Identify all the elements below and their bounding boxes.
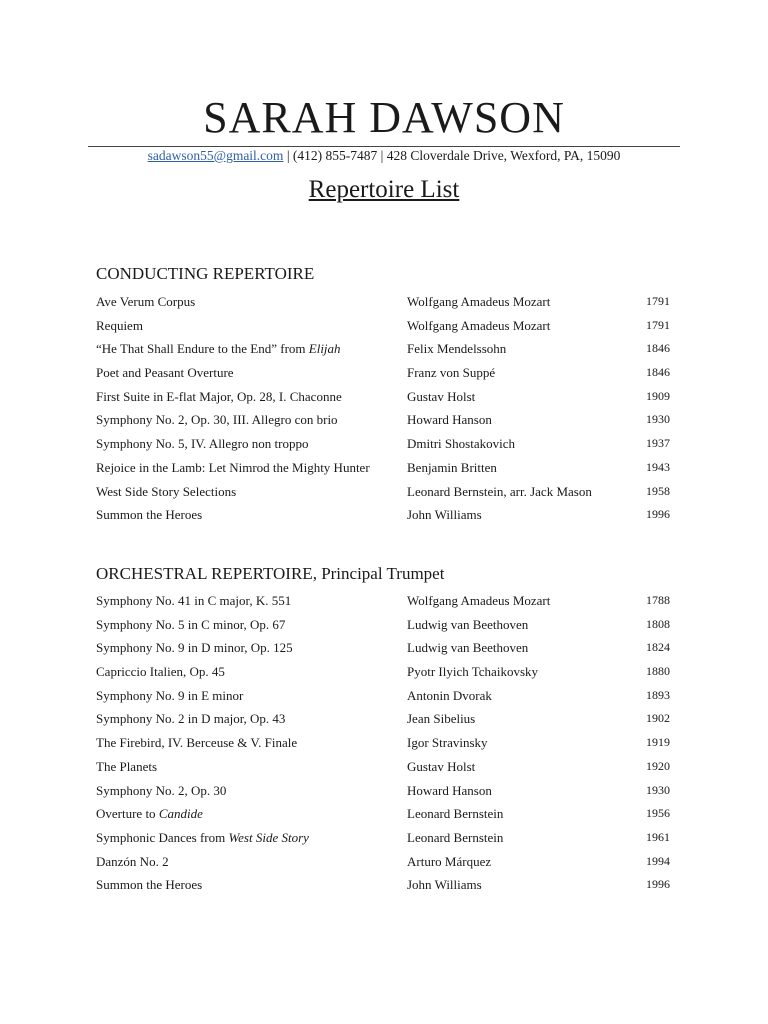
- list-item: [96, 436, 672, 460]
- header-divider: [88, 146, 680, 147]
- composer: Wolfgang Amadeus Mozart: [407, 294, 551, 309]
- list-item: [96, 484, 672, 508]
- phone-number: (412) 855-7487: [292, 148, 378, 163]
- year: 1996: [646, 507, 670, 522]
- composer: Leonard Bernstein, arr. Jack Mason: [407, 483, 592, 499]
- work-title: Symphony No. 2 in D major, Op. 43: [96, 711, 286, 727]
- composer: Pyotr Ilyich Tchaikovsky: [407, 664, 539, 680]
- list-item: [96, 664, 672, 688]
- year: 1943: [646, 459, 670, 474]
- work-title: Capriccio Italien, Op. 45: [96, 664, 225, 680]
- list-item: [96, 365, 672, 389]
- composer: Dmitri Shostakovich: [407, 436, 515, 452]
- composer: Wolfgang Amadeus Mozart: [407, 317, 551, 333]
- list-item: [96, 783, 672, 807]
- work-title: Symphony No. 41 in C major, K. 551: [96, 593, 292, 608]
- year: 1880: [646, 664, 670, 679]
- work-title: Ave Verum Corpus: [96, 294, 196, 309]
- year: 1930: [646, 782, 670, 797]
- year: 1791: [646, 317, 670, 332]
- work-title-italic: West Side Story: [228, 829, 309, 845]
- composer: Benjamin Britten: [407, 459, 497, 475]
- year: 1958: [646, 483, 670, 498]
- work-title: First Suite in E-flat Major, Op. 28, I. Chaconne: [96, 388, 342, 404]
- work-title-text: Overture to: [96, 806, 159, 822]
- work-title-italic: Elijah: [308, 341, 341, 357]
- list-item: [96, 735, 672, 759]
- composer: Howard Hanson: [407, 412, 492, 428]
- composer: Igor Stravinsky: [407, 735, 488, 751]
- work-title: Rejoice in the Lamb: Let Nimrod the Mighty Hunter: [96, 459, 370, 475]
- orchestral-heading: ORCHESTRAL REPERTOIRE, Principal Trumpet: [96, 564, 445, 583]
- list-item: [96, 617, 672, 641]
- work-title: The Planets: [96, 758, 158, 774]
- list-item: [96, 460, 672, 484]
- year: 1919: [646, 735, 670, 750]
- list-item: [96, 341, 672, 365]
- work-title: Symphony No. 9 in D minor, Op. 125: [96, 640, 293, 656]
- composer: Gustav Holst: [407, 758, 476, 774]
- list-item: [96, 640, 672, 664]
- list-item: [96, 412, 672, 436]
- conducting-list: [96, 294, 672, 531]
- conducting-heading: CONDUCTING REPERTOIRE: [96, 264, 315, 283]
- work-title: Requiem: [96, 317, 143, 333]
- list-item: [96, 806, 672, 830]
- composer: Leonard Bernstein: [407, 806, 504, 822]
- year: 1909: [646, 388, 670, 403]
- work-title-italic: Candide: [158, 806, 203, 822]
- year: 1824: [646, 640, 670, 655]
- composer: Ludwig van Beethoven: [407, 640, 529, 656]
- year: 1920: [646, 758, 670, 773]
- list-item: [96, 294, 672, 318]
- composer: Wolfgang Amadeus Mozart: [407, 593, 551, 608]
- work-title: Poet and Peasant Overture: [96, 365, 234, 381]
- contact-separator: |: [286, 148, 290, 163]
- orchestral-list: [96, 593, 672, 901]
- list-item: [96, 759, 672, 783]
- list-item: [96, 318, 672, 342]
- work-title: [96, 830, 309, 846]
- year: 1893: [646, 687, 670, 702]
- composer: Jean Sibelius: [407, 711, 476, 727]
- composer: John Williams: [407, 507, 482, 523]
- work-title-text: “He That Shall Endure to the End” from: [96, 341, 309, 357]
- year: 1996: [646, 877, 670, 892]
- work-title: West Side Story Selections: [96, 483, 237, 499]
- list-item: [96, 389, 672, 413]
- composer: Gustav Holst: [407, 388, 476, 404]
- list-item: [96, 593, 672, 617]
- list-item: [96, 688, 672, 712]
- composer: Leonard Bernstein: [407, 829, 504, 845]
- composer: Arturo Márquez: [407, 853, 492, 869]
- document-title: Repertoire List: [308, 176, 460, 203]
- list-item: [96, 877, 672, 901]
- work-title: Summon the Heroes: [96, 877, 203, 893]
- work-title-text: Symphonic Dances from: [96, 829, 229, 845]
- address: 428 Cloverdale Drive, Wexford, PA, 15090: [386, 148, 621, 163]
- list-item: [96, 854, 672, 878]
- year: 1902: [646, 711, 670, 726]
- composer: Antonin Dvorak: [407, 687, 492, 703]
- contact-separator: |: [380, 148, 384, 163]
- work-title: Symphony No. 5, IV. Allegro non troppo: [96, 436, 309, 452]
- work-title: Symphony No. 2, Op. 30, III. Allegro con brio: [96, 412, 338, 428]
- work-title: Symphony No. 2, Op. 30: [96, 782, 227, 798]
- resume-name: SARAH DAWSON: [203, 93, 565, 142]
- composer: Franz von Suppé: [407, 365, 496, 381]
- email-link[interactable]: sadawson55@gmail.com: [147, 148, 284, 163]
- year: 1791: [646, 294, 670, 308]
- work-title: Symphony No. 9 in E minor: [96, 687, 244, 703]
- composer: Ludwig van Beethoven: [407, 616, 529, 632]
- contact-line: [0, 148, 768, 164]
- year: 1994: [646, 853, 670, 868]
- list-item: [96, 507, 672, 531]
- year: 1788: [646, 593, 670, 607]
- year: 1961: [646, 829, 670, 844]
- year: 1956: [646, 806, 670, 821]
- year: 1846: [646, 365, 670, 380]
- list-item: [96, 711, 672, 735]
- year: 1846: [646, 341, 670, 356]
- year: 1808: [646, 616, 670, 631]
- work-title: Danzón No. 2: [96, 853, 169, 869]
- work-title: Symphony No. 5 in C minor, Op. 67: [96, 616, 286, 632]
- year: 1930: [646, 412, 670, 427]
- work-title: [96, 341, 341, 357]
- year: 1937: [646, 436, 670, 451]
- work-title: The Firebird, IV. Berceuse & V. Finale: [96, 735, 298, 751]
- work-title: Summon the Heroes: [96, 507, 203, 523]
- work-title: [96, 806, 203, 822]
- composer: John Williams: [407, 877, 482, 893]
- composer: Felix Mendelssohn: [407, 341, 507, 357]
- composer: Howard Hanson: [407, 782, 492, 798]
- list-item: [96, 830, 672, 854]
